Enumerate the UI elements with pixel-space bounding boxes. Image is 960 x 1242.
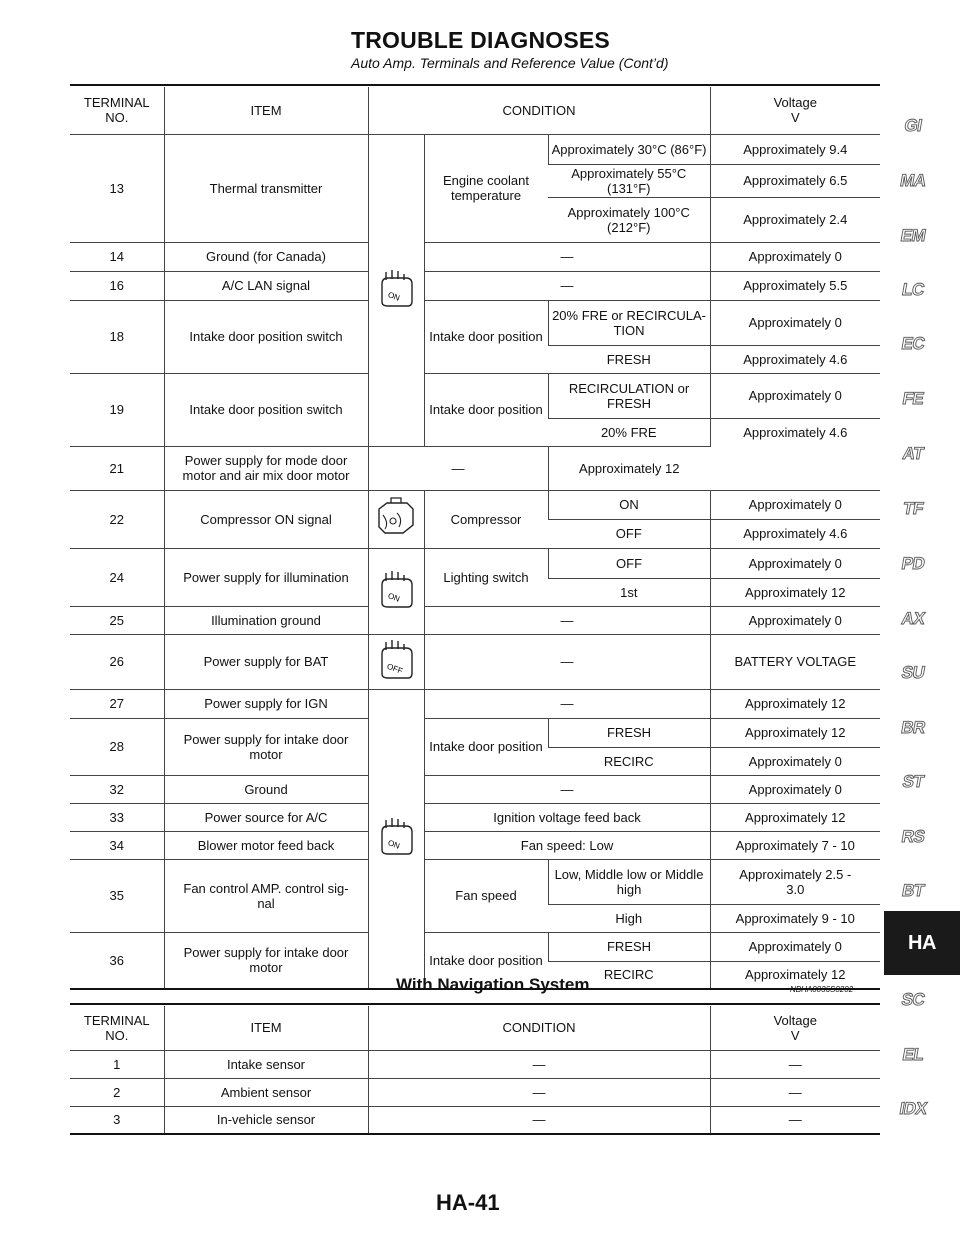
ignition-switch-off-icon [374, 638, 418, 682]
table-row: RECIRC Approximately 0 [70, 747, 880, 775]
table-row: 36 Power supply for intake door motor Intake door position FRESH Approximately 0 [70, 932, 880, 961]
header-voltage: Voltage V [710, 1006, 880, 1050]
header-condition: CONDITION [368, 87, 710, 134]
side-tab-rs[interactable]: RS [900, 827, 927, 846]
table-row: 33 Power source for A/C Ignition voltage feed back Approximately 12 [70, 803, 880, 831]
side-tab-bt[interactable]: BT [900, 881, 926, 900]
side-tab-el[interactable]: EL [901, 1045, 926, 1064]
side-tab-ma[interactable]: MA [898, 171, 928, 190]
table-row: 1 Intake sensor — — [70, 1050, 880, 1078]
side-tab-lc[interactable]: LC [900, 280, 926, 299]
side-tab-at[interactable]: AT [901, 444, 925, 463]
terminal-reference-table [70, 87, 880, 990]
side-tab-tf[interactable]: TF [901, 499, 925, 518]
ignition-switch-on-icon [374, 569, 418, 611]
icon-label-on: ON [386, 590, 402, 604]
table-row: 19 Intake door position switch Intake door position RECIRCULATION or FRESH Approximately 0 [70, 373, 880, 418]
section-title: With Navigation System [396, 975, 590, 994]
ignition-on-icon-cell [368, 689, 424, 989]
page-title: TROUBLE DIAGNOSES [351, 27, 610, 53]
ignition-on-icon-cell [368, 548, 424, 634]
header-item: ITEM [164, 87, 368, 134]
table-row: 34 Blower motor feed back Fan speed: Low Approximately 7 - 10 [70, 831, 880, 859]
table-row: Approximately 100°C (212°F) Approximately 2.4 [70, 197, 880, 242]
table-row: 13 Thermal transmitter ON Engine coolant temperature Approximately 30°C (86°F) Approximately 9.4 [70, 134, 880, 164]
header-voltage: Voltage V [710, 87, 880, 134]
section-rule [70, 1003, 880, 1005]
side-tab-br[interactable]: BR [899, 718, 927, 737]
side-tab-sc[interactable]: SC [900, 990, 927, 1009]
table-row: 14 Ground (for Canada) — Approximately 0 [70, 242, 880, 271]
table-row: 28 Power supply for intake door motor Intake door position FRESH Approximately 12 [70, 718, 880, 747]
table-row: RECIRC Approximately 12 [70, 961, 880, 989]
table-row: 22 Compressor ON signal Compressor ON Approximately 0 [70, 490, 880, 519]
side-tab-ha-active[interactable]: HA [884, 911, 960, 975]
table-row: 25 Illumination ground — Approximately 0 [70, 606, 880, 634]
side-tab-ec[interactable]: EC [900, 334, 927, 353]
icon-label-on: ON [386, 289, 402, 303]
ignition-on-icon-cell [368, 134, 424, 446]
page-subtitle: Auto Amp. Terminals and Reference Value (Cont’d) [351, 55, 669, 71]
icon-label-off: OFF [385, 661, 404, 676]
ignition-switch-on-icon [374, 268, 418, 310]
table-row: 1st Approximately 12 [70, 578, 880, 606]
table-row: 35 Fan control AMP. control sig- nal Fan speed Low, Middle low or Middle high Approximately 2.5 - 3.0 [70, 859, 880, 904]
side-tab-ax[interactable]: AX [900, 609, 927, 628]
table-row: 21 Power supply for mode door motor and air mix door motor — Approximately 12 [70, 446, 880, 490]
table-header-row [70, 87, 880, 134]
navigation-terminal-table [70, 1006, 880, 1135]
table-header-row [70, 1006, 880, 1050]
table-row: 16 A/C LAN signal — Approximately 5.5 [70, 271, 880, 300]
header-condition: CONDITION [368, 1006, 710, 1050]
header-terminal-no: TERMINAL NO. [83, 95, 150, 126]
table-row: 32 Ground — Approximately 0 [70, 775, 880, 803]
table-row: 3 In-vehicle sensor — — [70, 1106, 880, 1134]
side-tab-st[interactable]: ST [901, 772, 926, 791]
ignition-switch-on-icon [374, 816, 418, 858]
engine-running-icon [373, 495, 419, 541]
side-tab-em[interactable]: EM [899, 226, 928, 245]
table-row: 24 Power supply for illumination ON Lighting switch OFF Approximately 0 [70, 548, 880, 578]
header-terminal-no: TERMINAL NO. [83, 1012, 150, 1043]
side-tab-gi[interactable]: GI [902, 116, 924, 135]
side-tab-pd[interactable]: PD [900, 554, 927, 573]
side-tab-idx[interactable]: IDX [897, 1099, 929, 1118]
header-item: ITEM [164, 1006, 368, 1050]
table-row: 20% FRE Approximately 4.6 [70, 418, 880, 446]
engine-running-icon-cell [368, 490, 424, 548]
table-row: 27 Power supply for IGN ON — Approximately 12 [70, 689, 880, 718]
header-rule [70, 84, 880, 86]
ignition-off-icon-cell [368, 634, 424, 689]
section-code: NBHA0036S0202 [790, 985, 854, 994]
table-row: OFF Approximately 4.6 [70, 519, 880, 548]
table-row: 26 Power supply for BAT OFF — BATTERY VOLTAGE [70, 634, 880, 689]
table-row: 2 Ambient sensor — — [70, 1078, 880, 1106]
side-tab-fe[interactable]: FE [901, 389, 926, 408]
page-number: HA-41 [436, 1190, 500, 1215]
table-row: High Approximately 9 - 10 [70, 904, 880, 932]
icon-label-on: ON [386, 838, 402, 852]
table-row: Approximately 55°C (131°F) Approximately 6.5 [70, 164, 880, 197]
side-tab-su[interactable]: SU [900, 663, 927, 682]
table-row: FRESH Approximately 4.6 [70, 345, 880, 373]
table-row: 18 Intake door position switch Intake door position 20% FRE or RECIRCULA- TION Approximately 0 [70, 300, 880, 345]
